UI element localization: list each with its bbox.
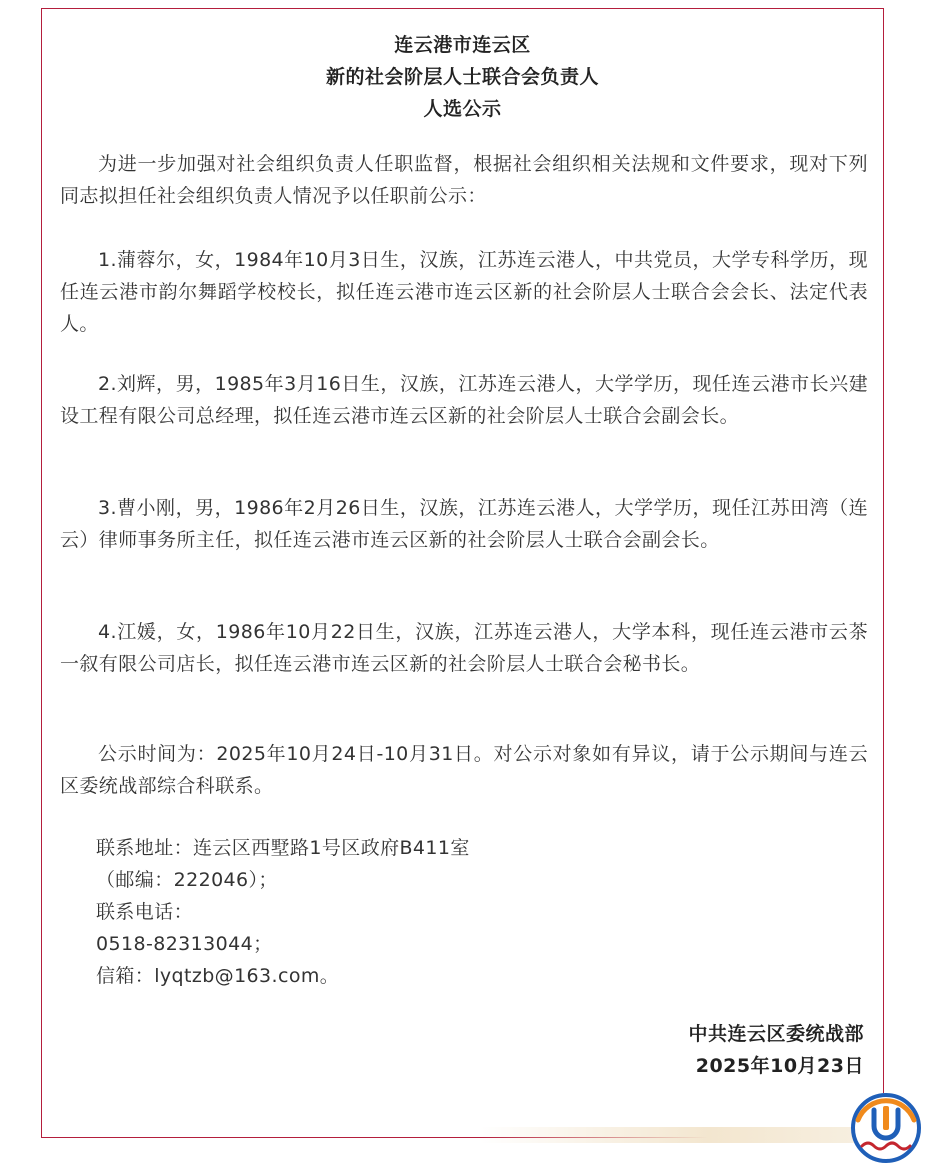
- contact-email: 信箱：lyqtzb@163.com。: [96, 965, 340, 987]
- candidate-paragraph-4: 4.江媛，女，1986年10月22日生，汉族，江苏连云港人，大学本科，现任连云港市云茶一叙有限公司店长，拟任连云港市连云区新的社会阶层人士联合会秘书长。: [60, 621, 868, 675]
- publicity-period-paragraph: 公示时间为：2025年10月24日-10月31日。对公示对象如有异议，请于公示期间与连云区委统战部综合科联系。: [60, 743, 868, 797]
- candidate-paragraph-2: 2.刘辉，男，1985年3月16日生，汉族，江苏连云港人，大学学历，现任连云港市长兴建设工程有限公司总经理，拟任连云港市连云区新的社会阶层人士联合会副会长。: [60, 373, 868, 427]
- footer-fade-bar: [480, 1127, 860, 1143]
- title-line-2: 新的社会阶层人士联合会负责人: [325, 66, 599, 88]
- intro-paragraph: 为进一步加强对社会组织负责人任职监督，根据社会组织相关法规和文件要求，现对下列同志拟担任社会组织负责人情况予以任职前公示：: [60, 153, 868, 207]
- title-line-1: 连云港市连云区: [394, 34, 531, 56]
- contact-address: 联系地址：连云区西墅路1号区政府B411室: [96, 837, 470, 859]
- news-app-logo-icon: [848, 1090, 924, 1166]
- contact-postcode: （邮编：222046）；: [96, 869, 278, 891]
- candidate-paragraph-3: 3.曹小刚，男，1986年2月26日生，汉族，江苏连云港人，大学学历，现任江苏田湾（连云）律师事务所主任，拟任连云港市连云区新的社会阶层人士联合会副会长。: [60, 497, 868, 551]
- contact-phone-label: 联系电话：: [96, 901, 194, 923]
- candidate-paragraph-1: 1.蒲蓉尔，女，1984年10月3日生，汉族，江苏连云港人，中共党员，大学专科学历，现任连云港市韵尔舞蹈学校校长，拟任连云港市连云区新的社会阶层人士联合会会长、法定代表人。: [60, 249, 868, 335]
- title-line-3: 人选公示: [423, 98, 502, 120]
- signature-org: 中共连云区委统战部: [688, 1023, 864, 1045]
- contact-phone: 0518-82313044；: [96, 933, 273, 955]
- signature-date: 2025年10月23日: [695, 1055, 864, 1077]
